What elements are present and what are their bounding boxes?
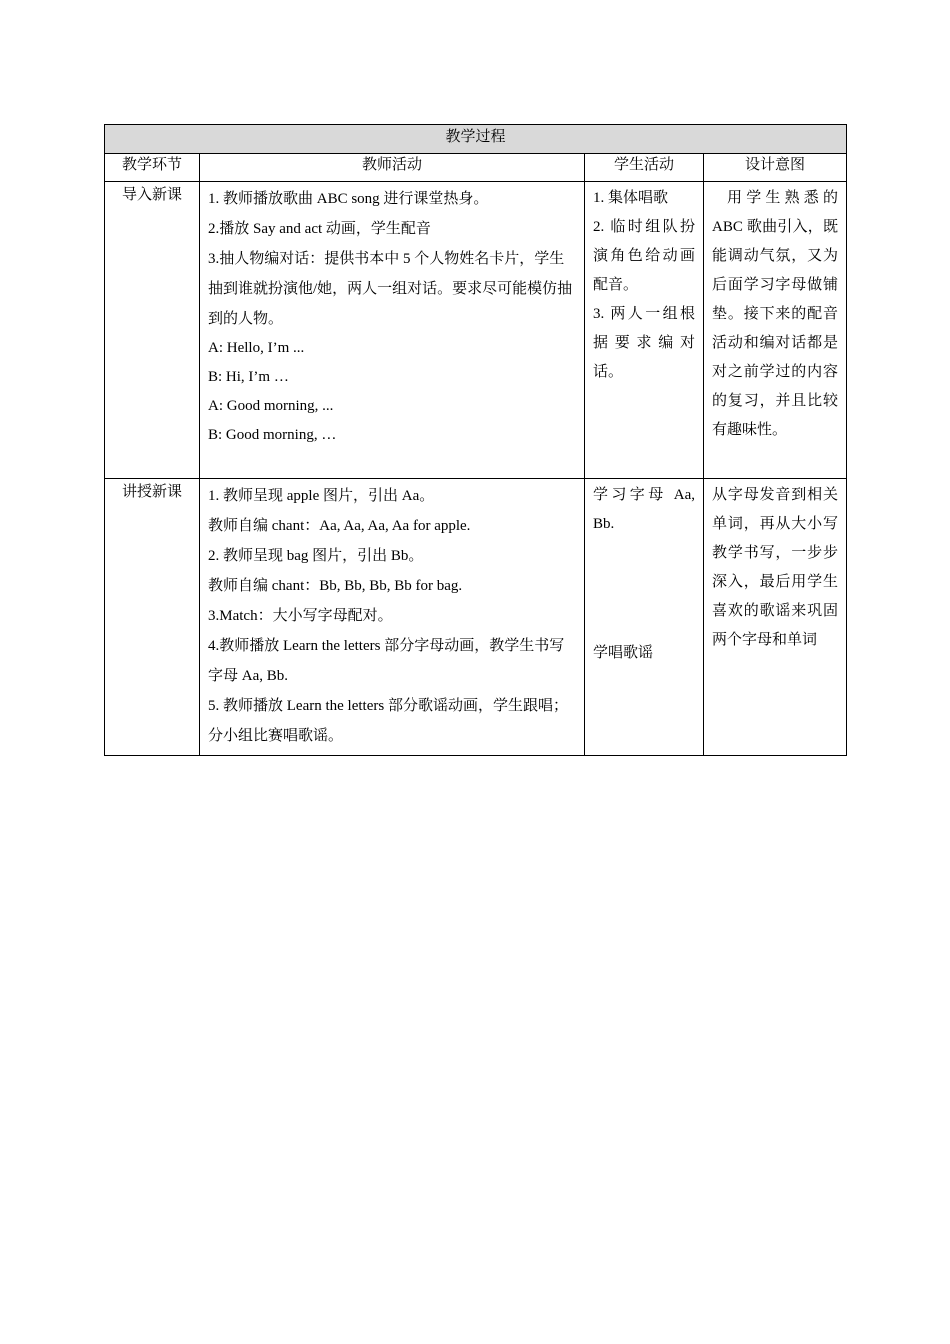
teacher-step: 3.抽人物编对话：提供书本中 5 个人物姓名卡片，学生抽到谁就扮演他/她，两人一组对话。要求尽可能模仿抽到的人物。 — [208, 251, 573, 327]
teacher-step: 5. 教师播放 Learn the letters 部分歌谣动画，学生跟唱；分小组比赛唱歌谣。 — [208, 698, 568, 744]
table-row — [105, 182, 847, 479]
student-step: 1. 集体唱歌 — [593, 190, 669, 206]
dialogue-line: B: Hi, I’m … — [208, 369, 289, 385]
teacher-step: 2.播放 Say and act 动画，学生配音 — [208, 221, 431, 237]
design-intent-text: 从字母发音到相关单词，再从大小写教学书写，一步步深入，最后用学生喜欢的歌谣来巩固两个字母和单词 — [712, 487, 839, 648]
dialogue-line: A: Hello, I’m ... — [208, 340, 305, 356]
teacher-step: 4.教师播放 Learn the letters 部分字母动画，教学生书写字母 Aa, Bb. — [208, 638, 565, 684]
header-teacher-activity: 教师活动 — [200, 154, 585, 182]
student-step: 学习字母 Aa, Bb. — [593, 487, 695, 532]
student-activity-cell — [585, 182, 704, 479]
table-title: 教学过程 — [105, 125, 847, 154]
header-stage: 教学环节 — [105, 154, 200, 182]
header-student-activity: 学生活动 — [585, 154, 704, 182]
header-design-intent: 设计意图 — [704, 154, 847, 182]
teacher-step: 1. 教师播放歌曲 ABC song 进行课堂热身。 — [208, 191, 489, 207]
teaching-process-table — [104, 124, 847, 756]
design-intent-text: 用学生熟悉的 ABC 歌曲引入，既能调动气氛，又为后面学习字母做铺垫。接下来的配音活动和编对话都是对之前学过的内容的复习，并且比较有趣味性。 — [712, 190, 839, 438]
teacher-activity-cell — [200, 182, 585, 479]
teacher-step: 2. 教师呈现 bag 图片，引出 Bb。 — [208, 548, 424, 564]
stage-cell: 导入新课 — [105, 182, 200, 479]
teacher-step: 3.Match：大小写字母配对。 — [208, 608, 393, 624]
teacher-step: 教师自编 chant：Aa, Aa, Aa, Aa for apple. — [208, 518, 471, 534]
dialogue-line: A: Good morning, ... — [208, 398, 334, 414]
spacer — [593, 539, 695, 639]
table-row — [105, 479, 847, 756]
design-intent-cell — [704, 479, 847, 756]
student-step: 学唱歌谣 — [593, 645, 654, 661]
dialogue-line: B: Good morning, … — [208, 427, 337, 443]
student-step: 3. 两人一组根据要求编对话。 — [593, 306, 695, 380]
teacher-activity-cell — [200, 479, 585, 756]
design-intent-cell — [704, 182, 847, 479]
stage-cell: 讲授新课 — [105, 479, 200, 756]
teacher-step: 教师自编 chant：Bb, Bb, Bb, Bb for bag. — [208, 578, 463, 594]
student-step: 2. 临时组队扮演角色给动画配音。 — [593, 219, 695, 293]
teacher-step: 1. 教师呈现 apple 图片，引出 Aa。 — [208, 488, 435, 504]
student-activity-cell — [585, 479, 704, 756]
